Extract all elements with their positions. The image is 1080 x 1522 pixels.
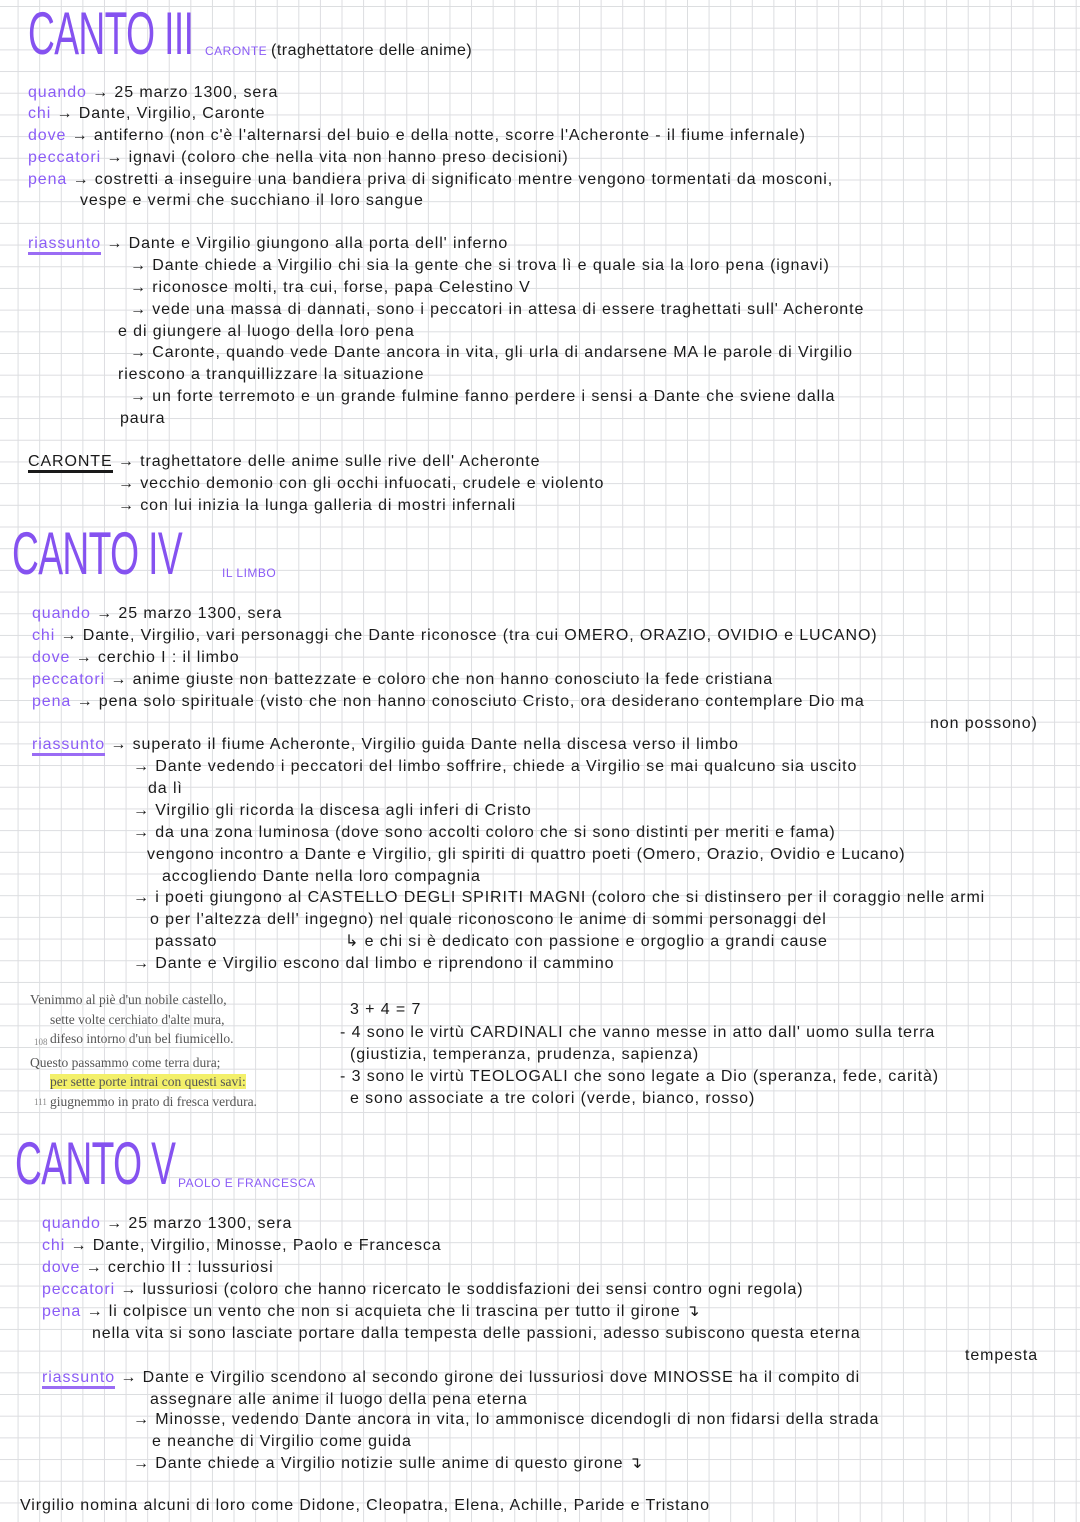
canto3-note-line [118, 496, 516, 516]
note-text: → li colpisce un vento che non si acquieta che li trascina per tutto il girone ↴ [86, 1303, 701, 1320]
canto3-note-line [28, 83, 278, 103]
canto3-note-line [120, 409, 165, 429]
canto5-note-line [42, 1258, 274, 1278]
note-text: e di giungere al luogo della loro pena [118, 323, 415, 340]
canto4-note-line [148, 779, 183, 799]
canto5-note-line [152, 1432, 412, 1452]
field-label-peccatori: peccatori [42, 1281, 116, 1298]
field-label-caronte: CARONTE [28, 453, 113, 473]
quoted-verses [30, 990, 330, 1111]
canto3-note-line [28, 170, 833, 190]
note-text: ↳ e chi si è dedicato con passione e orgoglio a grandi cause [345, 933, 828, 950]
canto5-note-line [133, 1410, 879, 1430]
note-text: → cerchio I : il limbo [75, 649, 240, 666]
note-text: non possono) [930, 715, 1038, 732]
note-text: → 25 marzo 1300, sera [106, 1215, 293, 1232]
verse: Venimmo al piè d'un nobile castello, [30, 992, 227, 1007]
canto4-note-line [32, 735, 739, 755]
note-text: da lì [148, 780, 183, 797]
note-text: riescono a tranquillizzare la situazione [118, 366, 425, 383]
note-text: → Minosse, vedendo Dante ancora in vita, lo ammonisce dicendogli di non fidarsi della strada [133, 1411, 880, 1428]
canto4-note-line [133, 823, 836, 843]
canto3-note-line [28, 148, 569, 168]
canto3-note-line [118, 365, 424, 385]
canto4-note-line [133, 757, 857, 777]
note-text: → un forte terremoto e un grande fulmine fanno perdere i sensi a Dante che sviene dalla [130, 388, 836, 405]
field-label-quando: quando [28, 84, 87, 101]
verse: giugnemmo in prato di fresca verdura. [50, 1093, 257, 1109]
canto-4-subtitle: IL LIMBO [222, 566, 277, 580]
field-label-riassunto: riassunto [32, 736, 105, 756]
note-text: tempesta [965, 1347, 1039, 1364]
canto5-note-line [150, 1390, 528, 1410]
note-text: → antiferno (non c'è l'alternarsi del buio e della notte, scorre l'Acheronte - il fiume infernale) [71, 127, 806, 144]
canto4-note-line [32, 648, 240, 668]
note-text: → cerchio II : lussuriosi [85, 1259, 274, 1276]
canto3-note-line [118, 322, 415, 342]
note-text: → Dante e Virgilio giungono alla porta dell' inferno [106, 235, 509, 252]
field-label-dove: dove [28, 127, 67, 144]
note-text: → traghettatore delle anime sulle rive dell' Acheronte [117, 453, 541, 470]
verse: difeso intorno d'un bel fiumicello. [50, 1031, 234, 1046]
canto-3-subtitle-label: CARONTE [205, 44, 268, 58]
canto-3-title: CANTO III [28, 0, 194, 67]
field-label-chi: chi [28, 105, 52, 122]
note-text: → superato il fiume Acheronte, Virgilio guida Dante nella discesa verso il limbo [110, 736, 739, 753]
canto4-note-line [162, 867, 481, 887]
note-text: → costretti a inseguire una bandiera priva di significato mentre vengono tormentati da mosconi, [72, 171, 834, 188]
note-text: → 25 marzo 1300, sera [92, 84, 279, 101]
note-text: accogliendo Dante nella loro compagnia [162, 868, 481, 885]
canto-4-title: CANTO IV [12, 520, 183, 587]
canto5-note-line [42, 1368, 860, 1388]
note-text: → da una zona luminosa (dove sono accolti coloro che si sono distinti per meriti e fama) [133, 824, 836, 841]
virtues-note-line: e sono associate a tre colori (verde, bianco, rosso) [350, 1090, 756, 1107]
note-text: paura [120, 410, 166, 427]
canto5-note-line [92, 1324, 861, 1344]
canto3-note-line [130, 387, 835, 407]
canto4-note-line [32, 670, 773, 690]
note-text: → Dante, Virgilio, vari personaggi che Dante riconosce (tra cui OMERO, ORAZIO, OVIDIO e LUCANO) [60, 627, 878, 644]
field-label-quando: quando [42, 1215, 101, 1232]
verse-number: 111 [34, 1097, 47, 1107]
field-label-chi: chi [32, 627, 56, 644]
canto4-note-line [147, 845, 905, 865]
highlighted-verse: per sette porte intrai con questi savi: [50, 1074, 246, 1089]
canto-5-subtitle: PAOLO E FRANCESCA [178, 1176, 316, 1190]
canto4-note-line [133, 954, 614, 974]
field-label-riassunto: riassunto [28, 235, 101, 255]
note-text: → Virgilio gli ricorda la discesa agli inferi di Cristo [133, 802, 532, 819]
verse-number: 108 [34, 1037, 48, 1047]
note-text: → pena solo spirituale (visto che non hanno conosciuto Cristo, ora desiderano contemplare Dio ma [76, 693, 865, 710]
canto4-note-line [32, 692, 865, 712]
field-label-chi: chi [42, 1237, 66, 1254]
field-label-peccatori: peccatori [32, 671, 106, 688]
canto-3-subtitle [205, 42, 472, 60]
canto4-note-line [133, 801, 532, 821]
note-text: → 25 marzo 1300, sera [96, 605, 283, 622]
virtues-note-line: - 3 sono le virtù TEOLOGALI che sono legate a Dio (speranza, fede, carità) [340, 1068, 940, 1085]
note-text: → Dante e Virgilio escono dal limbo e riprendono il cammino [133, 955, 615, 972]
note-text: passato [155, 933, 218, 950]
canto4-note-line [32, 604, 282, 624]
canto5-note-line [42, 1302, 700, 1322]
note-text: → Dante chiede a Virgilio notizie sulle anime di questo girone ↴ [133, 1455, 644, 1472]
field-label-dove: dove [32, 649, 71, 666]
canto5-note-line [133, 1454, 643, 1474]
canto4-note-line [155, 932, 217, 952]
canto4-note-line [345, 932, 828, 952]
canto3-note-line [130, 300, 864, 320]
canto5-note-line [42, 1280, 803, 1300]
field-label-peccatori: peccatori [28, 149, 102, 166]
field-label-pena: pena [32, 693, 72, 710]
note-text: → Caronte, quando vede Dante ancora in vita, gli urla di andarsene MA le parole di Virgilio [130, 344, 853, 361]
note-text: → vecchio demonio con gli occhi infuocati, crudele e violento [118, 475, 605, 492]
canto3-note-line [130, 343, 853, 363]
field-label-riassunto: riassunto [42, 1369, 115, 1389]
canto3-note-line [28, 234, 508, 254]
note-text: → riconosce molti, tra cui, forse, papa Celestino V [130, 279, 531, 296]
note-text: Virgilio nomina alcuni di loro come Didone, Cleopatra, Elena, Achille, Paride e Tristano [20, 1497, 710, 1514]
canto3-note-line [130, 278, 531, 298]
canto4-note-line [133, 888, 985, 908]
canto3-note-line [28, 126, 806, 146]
canto3-note-line [28, 452, 540, 472]
canto4-note-line [150, 910, 827, 930]
note-text: → Dante chiede a Virgilio chi sia la gente che si trova lì e quale sia la loro pena (ignavi) [130, 257, 830, 274]
note-text: → Dante e Virgilio scendono al secondo girone dei lussuriosi dove MINOSSE ha il compito di [120, 1369, 861, 1386]
canto3-note-line [130, 256, 830, 276]
virtues-note-line: 3 + 4 = 7 [350, 1001, 422, 1018]
note-text: vengono incontro a Dante e Virgilio, gli spiriti di quattro poeti (Omero, Orazio, Ovidio e Lucano) [147, 846, 906, 863]
note-text: assegnare alle anime il luogo della pena eterna [150, 1391, 528, 1408]
note-text: → vede una massa di dannati, sono i peccatori in attesa di essere traghettati sull' Acheronte [130, 301, 865, 318]
canto4-note-line [32, 626, 878, 646]
verse: Questo passammo come terra dura; [30, 1054, 221, 1070]
canto4-note-line [930, 714, 1038, 734]
note-text: → Dante, Virgilio, Caronte [56, 105, 266, 122]
canto-5-title: CANTO V [15, 1130, 176, 1197]
canto3-note-line [28, 104, 266, 124]
canto-3-subtitle-note: (traghettatore delle anime) [271, 42, 473, 59]
note-text: → anime giuste non battezzate e coloro che non hanno conosciuto la fede cristiana [110, 671, 774, 688]
note-text: → con lui inizia la lunga galleria di mostri infernali [118, 497, 517, 514]
field-label-pena: pena [42, 1303, 82, 1320]
note-text: → Dante vedendo i peccatori del limbo soffrire, chiede a Virgilio se mai qualcuno sia uscito [133, 758, 858, 775]
canto5-note-line [965, 1346, 1038, 1366]
note-text: → i poeti giungono al CASTELLO DEGLI SPIRITI MAGNI (coloro che si distinsero per il coraggio nelle armi [133, 889, 986, 906]
note-text: → Dante, Virgilio, Minosse, Paolo e Francesca [70, 1237, 442, 1254]
canto3-note-line [80, 191, 424, 211]
field-label-pena: pena [28, 171, 68, 188]
note-text: nella vita si sono lasciate portare dalla tempesta delle passioni, adesso subiscono questa eterna [92, 1325, 861, 1342]
field-label-quando: quando [32, 605, 91, 622]
canto5-note-line [20, 1496, 710, 1516]
note-text: → ignavi (coloro che nella vita non hanno preso decisioni) [106, 149, 569, 166]
note-text: → lussuriosi (coloro che hanno ricercato le soddisfazioni dei sensi contro ogni regola) [120, 1281, 804, 1298]
note-text: o per l'altezza dell' ingegno) nel quale riconoscono le anime di sommi personaggi del [150, 911, 827, 928]
note-text: vespe e vermi che succhiano il loro sangue [80, 192, 424, 209]
canto5-note-line [42, 1214, 292, 1234]
virtues-note-line: - 4 sono le virtù CARDINALI che vanno messe in atto dall' uomo sulla terra [340, 1024, 936, 1041]
canto5-note-line [42, 1236, 442, 1256]
verse: sette volte cerchiato d'alte mura, [50, 1011, 225, 1027]
field-label-dove: dove [42, 1259, 81, 1276]
virtues-note-line: (giustizia, temperanza, prudenza, sapienza) [350, 1046, 700, 1063]
note-text: e neanche di Virgilio come guida [152, 1433, 412, 1450]
canto3-note-line [118, 474, 604, 494]
